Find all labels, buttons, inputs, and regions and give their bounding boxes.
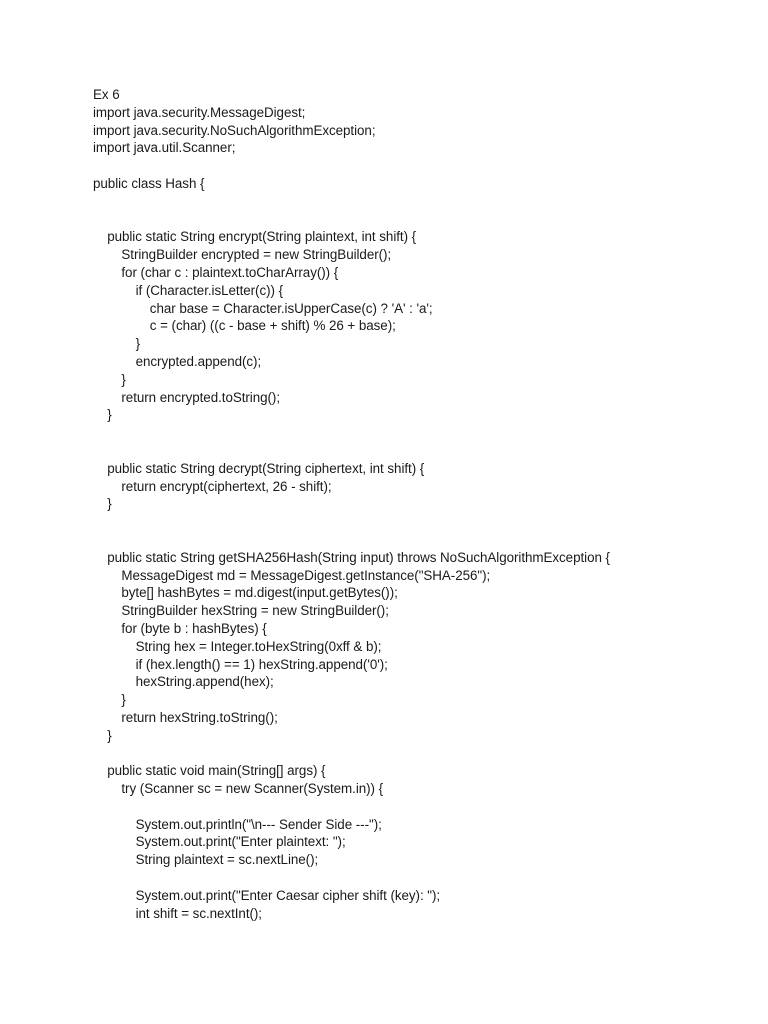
code-line: import java.security.NoSuchAlgorithmException; — [93, 122, 376, 138]
code-line: System.out.println("\n--- Sender Side ---"); — [135, 816, 382, 832]
code-line: MessageDigest md = MessageDigest.getInstance("SHA-256"); — [121, 567, 491, 583]
code-line — [93, 211, 753, 229]
code-line: return encrypt(ciphertext, 26 - shift); — [121, 478, 332, 494]
code-line: encrypted.append(c); — [135, 353, 262, 369]
code-line — [93, 798, 753, 816]
code-line: c = (char) ((c - base + shift) % 26 + base); — [149, 318, 396, 334]
code-line — [93, 157, 753, 175]
code-line: Ex 6 — [93, 87, 120, 102]
code-line: import java.util.Scanner; — [93, 140, 236, 156]
code-line: int shift = sc.nextInt(); — [135, 905, 262, 921]
code-line: return hexString.toString(); — [121, 709, 278, 725]
code-line: return encrypted.toString(); — [121, 389, 281, 405]
code-line: public static String getSHA256Hash(String input) throws NoSuchAlgorithmException { — [107, 549, 610, 565]
code-listing — [93, 86, 753, 922]
code-line: } — [135, 336, 141, 352]
code-line — [93, 744, 753, 762]
code-line: for (char c : plaintext.toCharArray()) { — [121, 264, 339, 280]
code-line: StringBuilder hexString = new StringBuilder(); — [121, 603, 389, 619]
code-line — [93, 531, 753, 549]
code-line: public class Hash { — [93, 175, 205, 191]
code-line: byte[] hashBytes = md.digest(input.getBytes()); — [121, 585, 398, 601]
code-line: char base = Character.isUpperCase(c) ? 'A' : 'a'; — [149, 300, 433, 316]
code-line: System.out.print("Enter plaintext: "); — [135, 834, 346, 850]
code-line: } — [121, 371, 126, 387]
code-line: public static String decrypt(String ciphertext, int shift) { — [107, 460, 425, 476]
code-line: String plaintext = sc.nextLine(); — [135, 852, 319, 868]
code-line: System.out.print("Enter Caesar cipher shift (key): "); — [135, 887, 441, 903]
code-line: public static void main(String[] args) { — [107, 763, 326, 779]
code-line: if (Character.isLetter(c)) { — [135, 282, 284, 298]
code-line — [93, 513, 753, 531]
code-line: } — [107, 727, 112, 743]
code-line: if (hex.length() == 1) hexString.append('0'); — [135, 656, 388, 672]
code-line: } — [107, 496, 112, 512]
code-line: try (Scanner sc = new Scanner(System.in)) { — [121, 781, 384, 797]
code-line: import java.security.MessageDigest; — [93, 104, 306, 120]
code-line: } — [107, 407, 112, 423]
code-line — [93, 424, 753, 442]
code-line: public static String encrypt(String plaintext, int shift) { — [107, 229, 417, 245]
code-line — [93, 442, 753, 460]
code-line — [93, 869, 753, 887]
code-line: hexString.append(hex); — [135, 674, 274, 690]
code-line: for (byte b : hashBytes) { — [121, 620, 267, 636]
code-line: StringBuilder encrypted = new StringBuilder(); — [121, 247, 392, 263]
code-line — [93, 193, 753, 211]
code-line: String hex = Integer.toHexString(0xff & b); — [135, 638, 382, 654]
code-line: } — [121, 692, 126, 708]
